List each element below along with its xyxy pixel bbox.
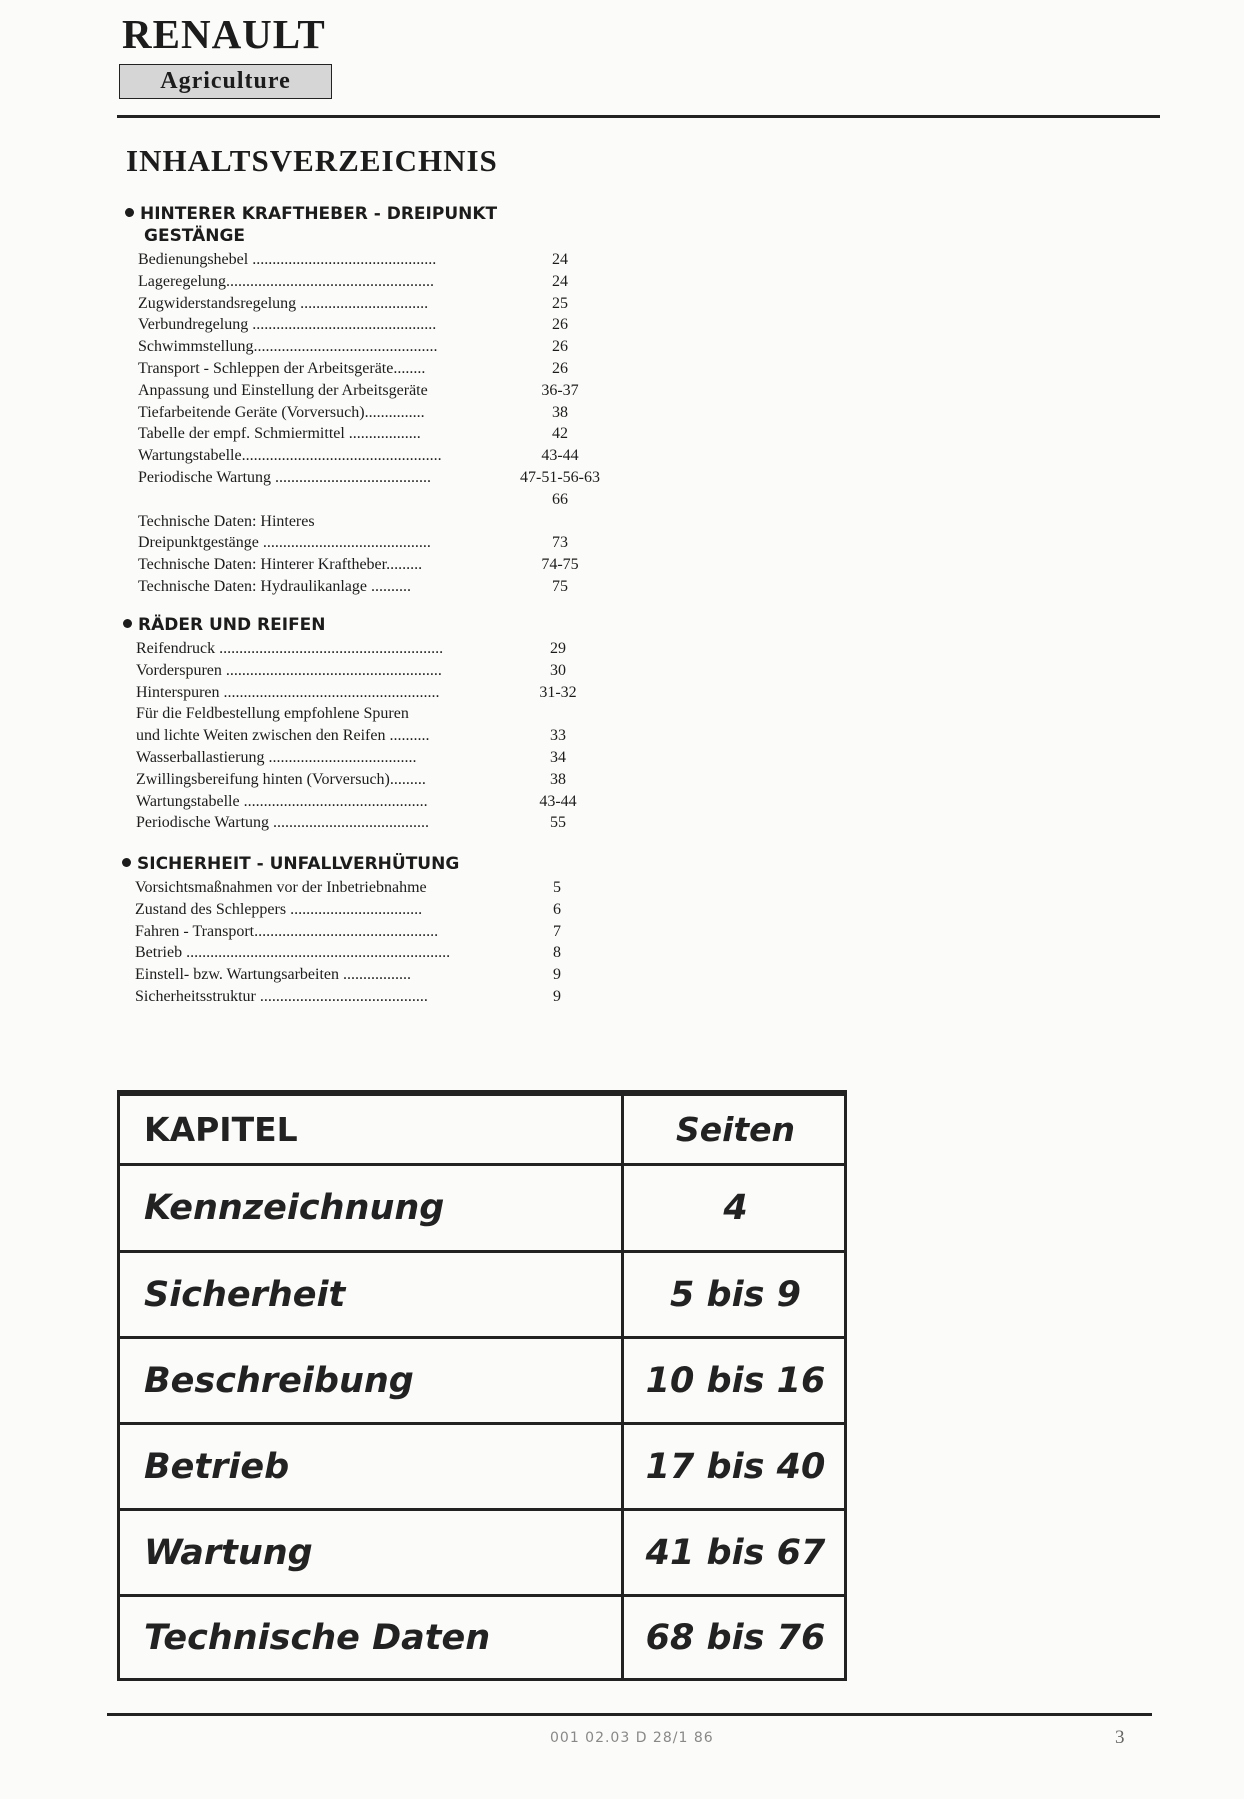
toc-entry-page: 42 (552, 425, 568, 443)
toc-entry (138, 554, 658, 575)
chapter-pages: 17 bis 40 (645, 1446, 826, 1487)
chapter-name: Technische Daten (144, 1617, 491, 1658)
toc-entry-label: Zustand des Schleppers ................................. (135, 900, 423, 918)
chapter-table (117, 1090, 847, 1681)
toc-entry-page: 34 (550, 749, 566, 766)
section-title-continued: GESTÄNGE (144, 226, 246, 246)
document-code: 001 02.03 D 28/1 86 (550, 1730, 714, 1746)
toc-entry (138, 489, 658, 510)
toc-entry-page: 6 (553, 900, 561, 918)
toc-entry-page: 29 (550, 640, 566, 657)
toc-entry-label: Technische Daten: Hinteres (138, 512, 315, 530)
chapter-table-header (120, 1093, 844, 1163)
toc-entry-label: Bedienungshebel .............................................. (138, 251, 437, 268)
toc-entry-label: Technische Daten: Hinterer Kraftheber......... (138, 556, 423, 574)
toc-entry-page: 9 (553, 966, 561, 984)
toc-entry (138, 271, 658, 292)
toc-entry-page: 66 (552, 490, 568, 508)
toc-entry-page: 24 (552, 272, 568, 290)
chapter-pages: 5 bis 9 (670, 1274, 801, 1315)
brand-name: RENAULT (122, 11, 326, 57)
chapter-pages: 4 (723, 1188, 748, 1228)
footer-divider (107, 1713, 1152, 1716)
toc-entry (138, 423, 658, 444)
section-heading (122, 853, 459, 875)
toc-entry-page: 43-44 (539, 792, 577, 810)
section-title: HINTERER KRAFTHEBER - DREIPUNKT (140, 204, 498, 224)
toc-entry-page: 38 (550, 770, 566, 788)
toc-entry-label: Wasserballastierung ..................................... (136, 749, 417, 766)
toc-entry-page: 26 (552, 338, 568, 356)
toc-entry-page: 5 (553, 879, 561, 896)
chapter-name: Sicherheit (144, 1274, 346, 1315)
toc-entry-page: 8 (553, 944, 561, 962)
toc-entry (136, 725, 656, 746)
chapter-row (120, 1508, 844, 1594)
toc-entry-label: Einstell- bzw. Wartungsarbeiten ................. (135, 966, 411, 984)
toc-entry (136, 812, 656, 833)
toc-entry-page: 9 (553, 988, 561, 1005)
toc-entry (138, 358, 658, 379)
toc-entry-label: Verbundregelung .............................................. (138, 316, 437, 334)
bullet-icon (123, 619, 132, 628)
toc-entry-page: 30 (550, 661, 566, 679)
toc-entry (138, 576, 658, 597)
page-number: 3 (1115, 1727, 1125, 1748)
toc-entry-page: 26 (552, 316, 568, 334)
toc-entry-label: Schwimmstellung.............................................. (138, 338, 438, 356)
toc-entry (138, 336, 658, 357)
section-title: SICHERHEIT - UNFALLVERHÜTUNG (137, 854, 460, 874)
toc-entry-label: Tiefarbeitende Geräte (Vorversuch)............... (138, 403, 425, 421)
toc-entry (138, 467, 658, 488)
toc-entry-page: 75 (552, 578, 568, 595)
toc-entry (138, 380, 658, 401)
chapter-pages: 41 bis 67 (645, 1532, 826, 1573)
chapter-row (120, 1422, 844, 1508)
toc-entry (135, 877, 655, 898)
toc-entry-label: Zugwiderstandsregelung ................................ (138, 294, 429, 312)
toc-entry (135, 921, 655, 942)
toc-entry-page: 31-32 (539, 683, 577, 701)
toc-entry (136, 703, 656, 724)
toc-entry (136, 638, 656, 659)
chapter-name: Kennzeichnung (144, 1188, 445, 1228)
toc-entry (138, 293, 658, 314)
toc-entry-page: 25 (552, 294, 568, 312)
bullet-icon (122, 858, 131, 867)
brand-subtitle: Agriculture (119, 64, 332, 99)
toc-entry-label: Fahren - Transport.............................................. (135, 922, 439, 940)
toc-entry-page: 43-44 (541, 447, 579, 465)
chapter-name: Beschreibung (144, 1360, 414, 1401)
toc-entry-label: Zwillingsbereifung hinten (Vorversuch)......... (136, 770, 426, 788)
toc-entry-page: 47-51-56-63 (520, 469, 600, 486)
toc-entry-label: Vorsichtsmaßnahmen vor der Inbetriebnahme (135, 879, 427, 896)
chapter-row (120, 1336, 844, 1422)
chapter-name: Wartung (144, 1532, 313, 1573)
toc-entry (138, 249, 658, 270)
toc-entry (136, 747, 656, 768)
toc-entry-label: Wartungstabelle.................................................. (138, 447, 442, 465)
bullet-icon (125, 208, 134, 217)
toc-entry-label: Hinterspuren ...................................................... (136, 683, 440, 701)
toc-entry-label: Periodische Wartung ....................................... (138, 469, 432, 486)
chapter-pages: 10 bis 16 (645, 1360, 826, 1401)
toc-entry (138, 402, 658, 423)
toc-entry-label: Transport - Schleppen der Arbeitsgeräte........ (138, 360, 426, 377)
toc-entry-label: Betrieb .................................................................. (135, 944, 451, 962)
toc-entry (136, 682, 656, 703)
chapter-row (120, 1250, 844, 1336)
section-title: RÄDER UND REIFEN (138, 615, 326, 635)
toc-entry (138, 532, 658, 553)
toc-entry (135, 899, 655, 920)
toc-entry (138, 511, 658, 532)
toc-entry-page: 24 (552, 251, 568, 268)
toc-entry-label: und lichte Weiten zwischen den Reifen .......... (136, 727, 430, 745)
toc-entry (135, 964, 655, 985)
section-heading (123, 614, 326, 636)
toc-entry-label: Für die Feldbestellung empfohlene Spuren (136, 705, 409, 723)
toc-entry-label: Dreipunktgestänge .......................................... (138, 534, 431, 552)
chapter-row (120, 1594, 844, 1678)
toc-entry-label: Tabelle der empf. Schmiermittel .................. (138, 425, 421, 443)
toc-entry-label: Technische Daten: Hydraulikanlage .......... (138, 578, 412, 595)
toc-entry-page: 74-75 (541, 556, 579, 574)
toc-entry (136, 791, 656, 812)
toc-entry-page: 33 (550, 727, 566, 745)
section-heading (125, 203, 497, 247)
toc-entry (135, 942, 655, 963)
chapter-pages: 68 bis 76 (645, 1617, 826, 1658)
toc-entry-page: 26 (552, 360, 568, 377)
toc-entry-page: 38 (552, 403, 568, 421)
toc-entry-page: 36-37 (541, 381, 579, 399)
toc-entry-page: 7 (553, 922, 561, 940)
toc-entry (135, 986, 655, 1007)
toc-entry-label: Lageregelung.................................................... (138, 272, 434, 290)
toc-entry-page: 73 (552, 534, 568, 552)
toc-entry-label: Periodische Wartung ....................................... (136, 814, 430, 832)
toc-entry (138, 445, 658, 466)
chapter-name: Betrieb (144, 1446, 290, 1487)
toc-entry-label: Wartungstabelle .............................................. (136, 792, 428, 810)
toc-entry (136, 660, 656, 681)
page-title: INHALTSVERZEICHNIS (126, 143, 498, 178)
pages-column-header: Seiten (675, 1110, 796, 1149)
chapter-row (120, 1163, 844, 1250)
toc-entry (136, 769, 656, 790)
header-divider (117, 115, 1160, 118)
toc-entry-label: Anpassung und Einstellung der Arbeitsgeräte (138, 381, 428, 399)
toc-entry-page: 55 (550, 814, 566, 832)
toc-entry-label: Sicherheitsstruktur .......................................... (135, 988, 428, 1005)
chapter-column-header: KAPITEL (144, 1110, 298, 1149)
toc-entry (138, 314, 658, 335)
toc-entry-label: Reifendruck ........................................................ (136, 640, 444, 657)
toc-entry-label: Vorderspuren ...................................................... (136, 661, 442, 679)
